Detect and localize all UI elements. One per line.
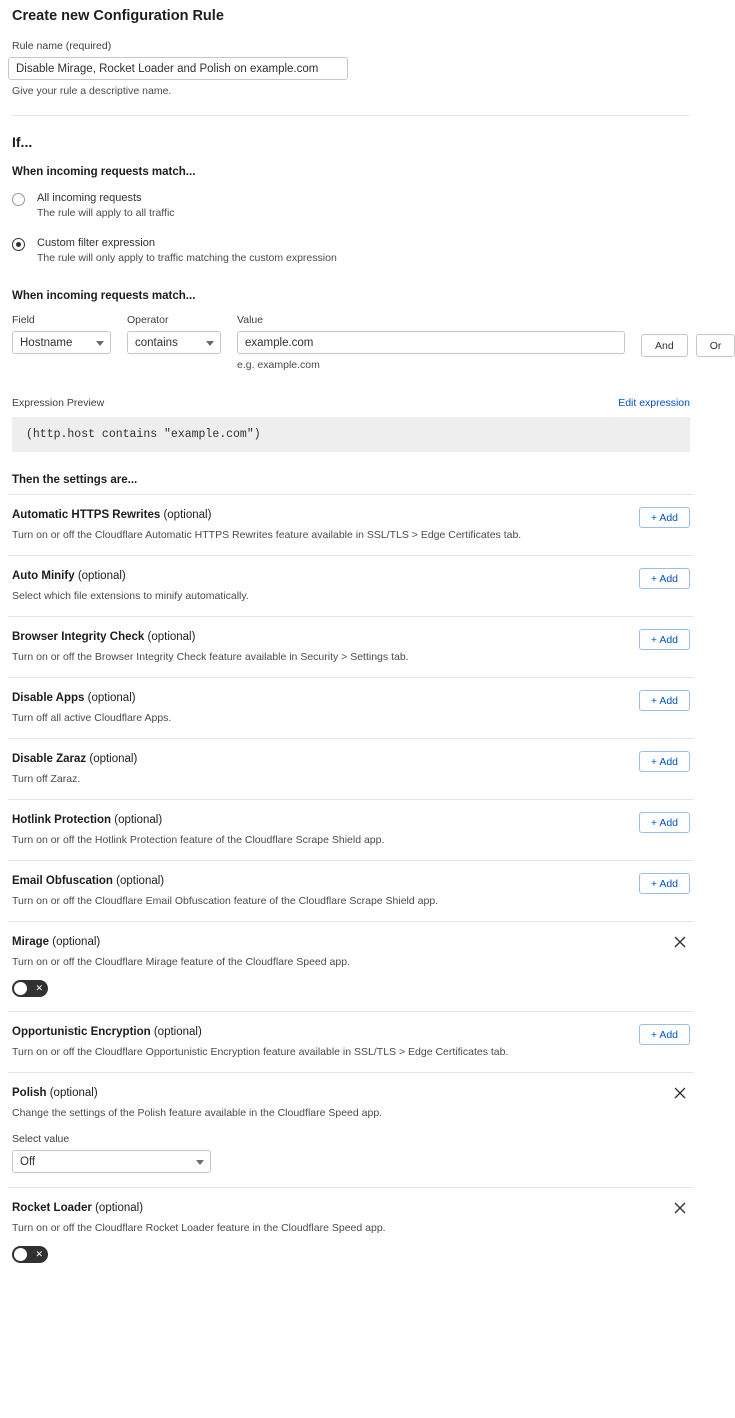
remove-setting-icon[interactable] <box>672 934 688 950</box>
operator-select[interactable] <box>127 331 221 354</box>
setting-email-obfuscation <box>8 860 694 921</box>
rule-name-hint: Give your rule a descriptive name. <box>12 85 172 97</box>
setting-rocket-loader <box>8 1187 694 1277</box>
add-button[interactable]: + Add <box>639 873 690 894</box>
toggle-off-icon: ✕ <box>35 1249 43 1259</box>
setting-description: Change the settings of the Polish feature available in the Cloudflare Speed app. <box>12 1107 383 1119</box>
setting-title <box>12 1087 690 1099</box>
radio-label-custom-filter: Custom filter expression <box>37 237 155 249</box>
setting-name: Rocket Loader <box>12 1202 92 1214</box>
setting-optional: (optional) <box>89 753 138 765</box>
setting-optional: (optional) <box>116 875 165 887</box>
setting-automatic-https-rewrites <box>8 494 694 555</box>
setting-title <box>12 631 690 643</box>
setting-name: Mirage <box>12 936 50 948</box>
setting-title <box>12 875 690 887</box>
setting-name: Hotlink Protection <box>12 814 112 826</box>
field-column <box>12 314 111 354</box>
setting-mirage <box>8 921 694 1011</box>
setting-browser-integrity-check <box>8 616 694 677</box>
setting-description: Turn on or off the Cloudflare Mirage feature of the Cloudflare Speed app. <box>12 956 350 968</box>
add-button[interactable]: + Add <box>639 507 690 528</box>
page-title: Create new Configuration Rule <box>12 8 224 24</box>
setting-optional: (optional) <box>77 570 126 582</box>
setting-title <box>12 1202 690 1214</box>
setting-optional: (optional) <box>95 1202 144 1214</box>
setting-name: Automatic HTTPS Rewrites <box>12 509 161 521</box>
setting-description: Turn off Zaraz. <box>12 773 81 785</box>
setting-title <box>12 936 690 948</box>
add-button[interactable]: + Add <box>639 568 690 589</box>
polish-select[interactable] <box>12 1150 211 1173</box>
setting-auto-minify <box>8 555 694 616</box>
setting-optional: (optional) <box>52 936 101 948</box>
setting-description: Turn on or off the Cloudflare Rocket Loader feature in the Cloudflare Speed app. <box>12 1222 386 1234</box>
setting-description: Turn on or off the Cloudflare Automatic HTTPS Rewrites feature available in SSL/TLS > Edge Certificates tab. <box>12 529 522 541</box>
rule-name-label: Rule name (required) <box>12 40 112 52</box>
value-hint: e.g. example.com <box>237 359 320 371</box>
setting-title <box>12 509 690 521</box>
setting-description: Turn on or off the Hotlink Protection feature of the Cloudflare Scrape Shield app. <box>12 834 385 846</box>
radio-icon-all-requests[interactable] <box>12 193 25 206</box>
setting-title <box>12 753 690 765</box>
chevron-down-icon <box>96 341 104 346</box>
polish-select-value[interactable]: Off <box>12 1150 211 1173</box>
field-select[interactable] <box>12 331 111 354</box>
add-button[interactable]: + Add <box>639 629 690 650</box>
setting-optional: (optional) <box>114 814 163 826</box>
value-column <box>237 314 625 371</box>
operator-label: Operator <box>127 314 169 326</box>
setting-title <box>12 1026 690 1038</box>
setting-polish <box>8 1072 694 1187</box>
setting-description: Turn on or off the Cloudflare Email Obfuscation feature of the Cloudflare Scrape Shield app. <box>12 895 439 907</box>
setting-title <box>12 570 690 582</box>
remove-setting-icon[interactable] <box>672 1200 688 1216</box>
expression-preview-label: Expression Preview <box>12 397 105 409</box>
setting-name: Email Obfuscation <box>12 875 113 887</box>
add-button[interactable]: + Add <box>639 751 690 772</box>
setting-title <box>12 814 690 826</box>
builder-label: When incoming requests match... <box>12 290 196 302</box>
field-label: Field <box>12 314 35 326</box>
polish-select-label: Select value <box>12 1133 70 1145</box>
add-button[interactable]: + Add <box>639 1024 690 1045</box>
match-label: When incoming requests match... <box>12 166 196 178</box>
setting-name: Disable Apps <box>12 692 85 704</box>
setting-name: Disable Zaraz <box>12 753 87 765</box>
toggle-knob <box>14 982 27 995</box>
setting-disable-zaraz <box>8 738 694 799</box>
setting-description: Turn on or off the Cloudflare Opportunistic Encryption feature available in SSL/TLS > Edge Certificates tab. <box>12 1046 509 1058</box>
setting-optional: (optional) <box>153 1026 202 1038</box>
value-input[interactable] <box>237 331 625 354</box>
field-select-value[interactable]: Hostname <box>12 331 111 354</box>
divider <box>12 115 690 116</box>
rocket-loader-toggle[interactable] <box>12 1246 48 1263</box>
setting-optional: (optional) <box>87 692 136 704</box>
setting-optional: (optional) <box>163 509 212 521</box>
setting-disable-apps <box>8 677 694 738</box>
setting-description: Turn off all active Cloudflare Apps. <box>12 712 172 724</box>
radio-label-all-requests: All incoming requests <box>37 192 142 204</box>
setting-optional: (optional) <box>147 631 196 643</box>
if-section-heading: If... <box>12 134 33 150</box>
add-button[interactable]: + Add <box>639 812 690 833</box>
operator-select-value[interactable]: contains <box>127 331 221 354</box>
setting-name: Auto Minify <box>12 570 75 582</box>
setting-optional: (optional) <box>49 1087 98 1099</box>
remove-setting-icon[interactable] <box>672 1085 688 1101</box>
setting-description: Turn on or off the Browser Integrity Check feature available in Security > Settings tab. <box>12 651 409 663</box>
radio-sublabel-custom-filter: The rule will only apply to traffic matching the custom expression <box>37 252 337 264</box>
radio-sublabel-all-requests: The rule will apply to all traffic <box>37 207 175 219</box>
radio-icon-custom-filter[interactable] <box>12 238 25 251</box>
toggle-knob <box>14 1248 27 1261</box>
chevron-down-icon <box>206 341 214 346</box>
setting-name: Polish <box>12 1087 47 1099</box>
expression-preview-header <box>8 397 694 409</box>
rule-name-field-group <box>8 40 694 97</box>
radio-option-custom-filter[interactable] <box>8 237 694 264</box>
setting-name: Browser Integrity Check <box>12 631 145 643</box>
then-heading: Then the settings are... <box>12 474 138 486</box>
add-button[interactable]: + Add <box>639 690 690 711</box>
chevron-down-icon <box>196 1160 204 1165</box>
setting-opportunistic-encryption <box>8 1011 694 1072</box>
setting-hotlink-protection <box>8 799 694 860</box>
or-button[interactable]: Or <box>696 334 735 357</box>
rule-name-input[interactable] <box>8 57 348 80</box>
value-label: Value <box>237 314 264 326</box>
setting-description: Select which file extensions to minify automatically. <box>12 590 249 602</box>
edit-expression-link[interactable]: Edit expression <box>618 397 690 409</box>
filter-expression-builder <box>8 314 722 371</box>
toggle-off-icon: ✕ <box>35 983 43 993</box>
setting-name: Opportunistic Encryption <box>12 1026 151 1038</box>
expression-preview-box: (http.host contains "example.com") <box>12 417 690 452</box>
operator-column <box>127 314 221 354</box>
radio-option-all-requests[interactable] <box>8 192 694 219</box>
and-button[interactable]: And <box>641 334 688 357</box>
mirage-toggle[interactable] <box>12 980 48 997</box>
setting-title <box>12 692 690 704</box>
and-or-group <box>641 314 735 357</box>
